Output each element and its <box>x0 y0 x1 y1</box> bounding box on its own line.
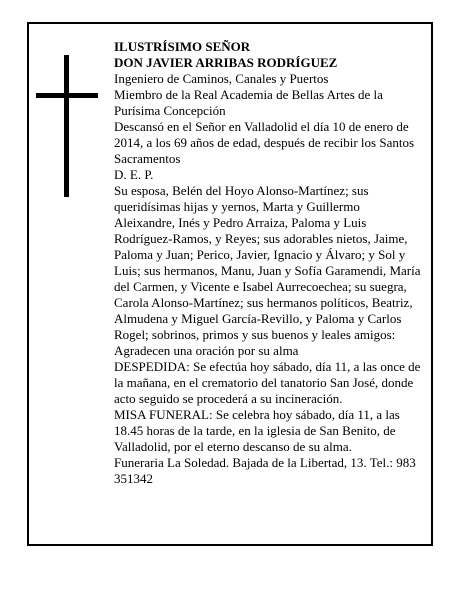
misa-funeral-info: MISA FUNERAL: Se celebra hoy sábado, día 11, a las 18.45 horas de la tarde, en la iglesia de San Benito, de Valladolid, por el eterno descanso de su alma. <box>114 407 400 454</box>
academy-membership: Miembro de la Real Academia de Bellas Artes de la Purísima Concepción <box>114 87 383 118</box>
prayer-request: Agradecen una oración por su alma <box>114 343 299 358</box>
despedida-info: DESPEDIDA: Se efectúa hoy sábado, día 11, a las once de la mañana, en el crematorio del tanatorio San José, donde acto seguido se procederá a su incineración. <box>114 359 421 406</box>
funeraria-info: Funeraria La Soledad. Bajada de la Libertad, 13. Tel.: 983 351342 <box>114 455 416 486</box>
profession: Ingeniero de Caminos, Canales y Puertos <box>114 71 329 86</box>
latin-cross-icon <box>36 55 98 197</box>
title-line-1: ILUSTRÍSIMO SEÑOR <box>114 39 251 54</box>
title-line-2: DON JAVIER ARRIBAS RODRÍGUEZ <box>114 55 338 70</box>
death-notice: Descansó en el Señor en Valladolid el día 10 de enero de 2014, a los 69 años de edad, después de recibir los Santos Sacramentos <box>114 119 415 166</box>
rip: D. E. P. <box>114 167 154 182</box>
cross-vertical-bar <box>64 55 69 197</box>
family-list: Su esposa, Belén del Hoyo Alonso-Martínez; sus queridísimas hijas y yernos, Marta y Guillermo Aleixandre, Inés y Pedro Arraiza, Paloma y Luis Rodríguez-Ramos, y Reyes; sus adorables nietos, Jaime, Paloma y Juan; Perico, Javier, Ignacio y Álvaro; y Sol y Luis; sus hermanos, Manu, Juan y Sofía Garamendi, María del Carmen, y Vicente e Isabel Aurrecoechea; su suegra, Carola Alonso-Martínez; sus hermanos políticos, Beatriz, Almudena y Miguel García-Revillo, y Paloma y Carlos Rogel; sobrinos, primos y sus buenos y leales amigos: <box>114 183 421 342</box>
obituary-text <box>114 39 422 487</box>
cross-horizontal-bar <box>36 93 98 98</box>
